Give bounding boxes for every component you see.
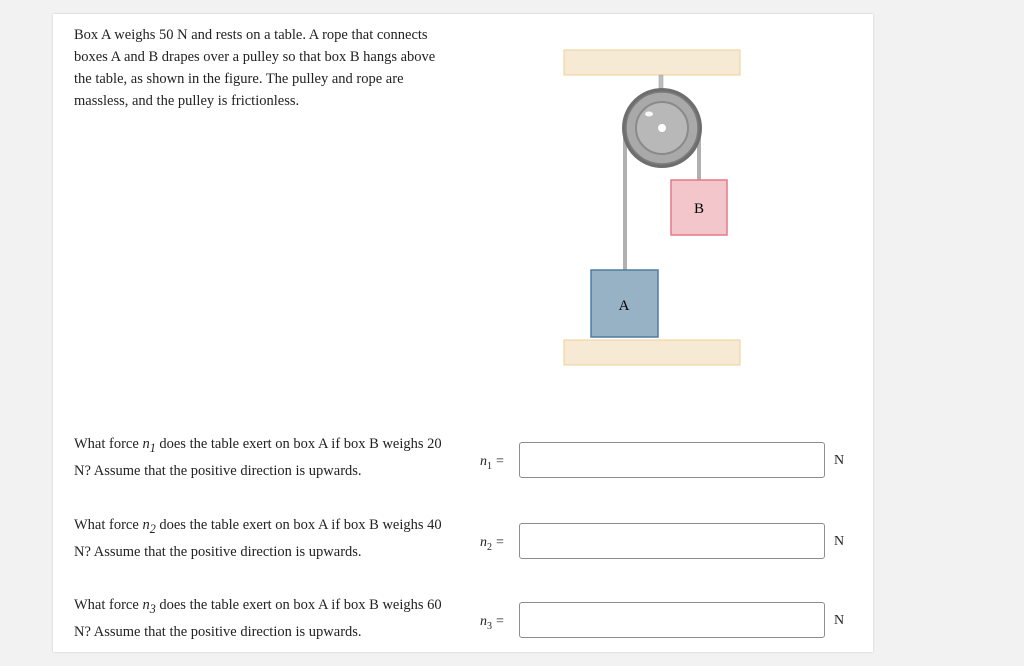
answer-2-label: $n_2$ = <box>480 535 504 553</box>
answer-2-input[interactable] <box>519 523 825 559</box>
answer-3-unit: N <box>834 613 845 628</box>
var-n: $n_2$ <box>142 517 156 536</box>
var-n: $n_3$ <box>142 597 156 616</box>
question-1-text: What force $n_1$ does the table exert on box A if box B weighs 20 N? Assume that the positive direction is upwards. <box>74 436 442 479</box>
problem-intro: Box A weighs 50 N and rests on a table. A rope that connects boxes A and B drapes over a pulley so that box B hangs above the table, as shown in the figure. The pulley and rope are massless, and the pulley is frictionless. <box>74 27 436 109</box>
pulley-wheel <box>622 88 702 168</box>
table-top <box>564 340 740 365</box>
box-b-label: B <box>693 201 705 217</box>
ceiling-plate <box>564 50 740 75</box>
answer-2-unit: N <box>834 534 845 549</box>
var-n: $n_1$ <box>142 436 156 455</box>
answer-3-input[interactable] <box>519 602 825 638</box>
question-2-text: What force $n_2$ does the table exert on box A if box B weighs 40 N? Assume that the positive direction is upwards. <box>74 517 442 560</box>
box-a-label: A <box>618 298 630 314</box>
pulley-figure <box>560 44 750 374</box>
answer-3-label: $n_3$ = <box>480 614 504 632</box>
question-3-text: What force $n_3$ does the table exert on box A if box B weighs 60 N? Assume that the positive direction is upwards. <box>74 597 442 640</box>
answer-1-input[interactable] <box>519 442 825 478</box>
answer-1-unit: N <box>834 453 845 468</box>
answer-1-label: $n_1$ = <box>480 454 504 472</box>
